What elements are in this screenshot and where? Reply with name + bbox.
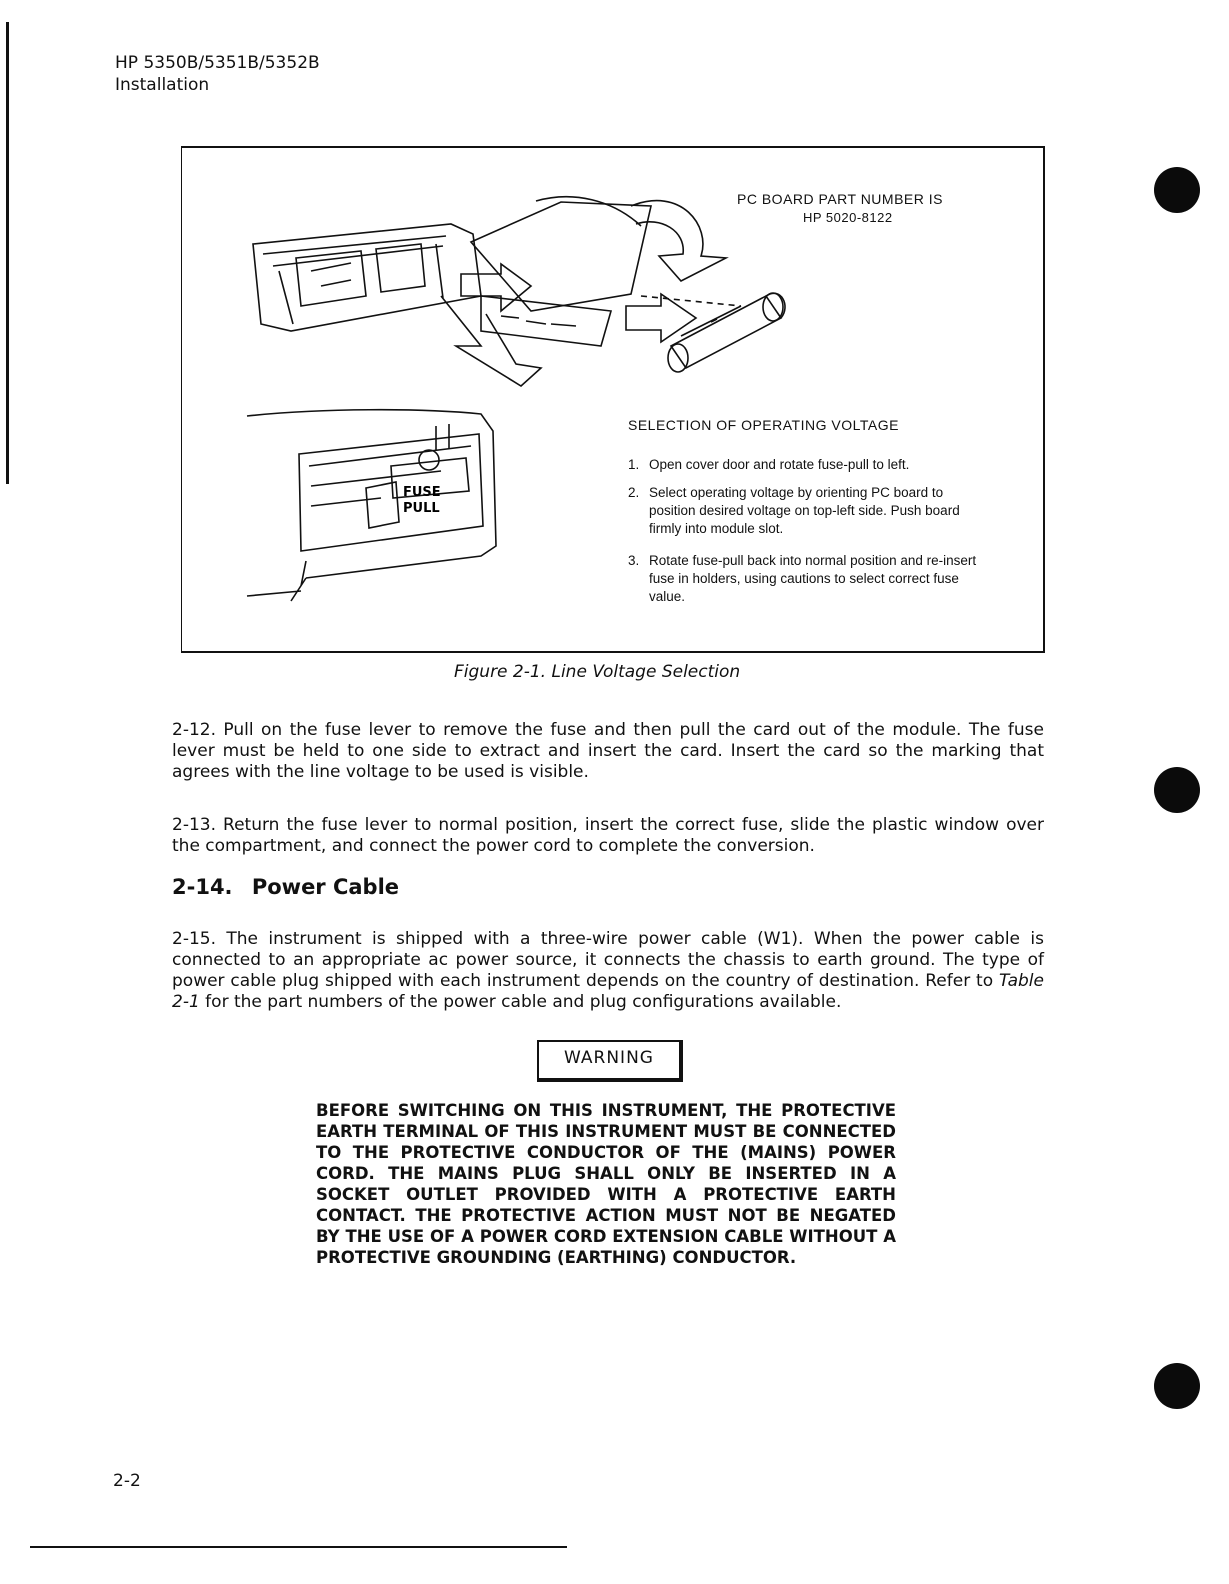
warning-label-box (537, 1040, 683, 1082)
section-heading (172, 875, 399, 899)
punch-hole-middle (1154, 767, 1200, 813)
header-section: Installation (115, 75, 210, 95)
step-2-text: Select operating voltage by orienting PC board to position desired voltage on top-left side. Push board firmly into module slot. (649, 485, 960, 536)
warning-text: BEFORE SWITCHING ON THIS INSTRUMENT, THE PROTECTIVE EARTH TERMINAL OF THIS INSTRUMENT MUST BE CONNECTED TO THE PROTECTIVE CONDUCTOR OF THE (MAINS) POWER CORD. THE MAINS PLUG SHALL ONLY BE INSERTED IN A SOCKET OUTLET PROVIDED WITH A PROTECTIVE EARTH CONTACT. THE PROTECTIVE ACTION MUST NOT BE NEGATED BY THE USE OF A POWER CORD EXTENSION CABLE WITHOUT A PROTECTIVE GROUNDING (EARTHING) CONDUCTOR. (316, 1101, 896, 1267)
paragraph-2-12: 2-12. Pull on the fuse lever to remove the fuse and then pull the card out of the module. The fuse lever must be held to one side to extract and insert the card. Insert the card so the marking that agrees with the line voltage to be used is visible. (172, 720, 1044, 782)
step-2-number: 2. (628, 485, 640, 500)
table-2-1-reference: Table 2-1 (172, 971, 1044, 1012)
punch-hole-top (1154, 167, 1200, 213)
step-1-text: Open cover door and rotate fuse-pull to left. (649, 457, 910, 472)
fuse-label-2: PULL (403, 501, 440, 516)
warning-label: WARNING (564, 1048, 654, 1068)
step-3-text: Rotate fuse-pull back into normal position and re-insert fuse in holders, using cautions to select correct fuse value. (649, 553, 977, 604)
fuse-label-1: FUSE (403, 485, 441, 500)
pc-board-label: PC BOARD PART NUMBER IS (737, 191, 943, 207)
pc-board-number: HP 5020-8122 (803, 210, 893, 225)
step-2 (628, 484, 988, 538)
step-3 (628, 552, 988, 606)
section-heading-title: Power Cable (251, 875, 400, 899)
header-model: HP 5350B/5351B/5352B (115, 53, 320, 73)
punch-hole-bottom (1154, 1363, 1200, 1409)
figure-caption: Figure 2-1. Line Voltage Selection (454, 662, 741, 682)
selection-title: SELECTION OF OPERATING VOLTAGE (628, 417, 899, 433)
paragraph-2-15-end: for the part numbers of the power cable and plug configurations available. (199, 992, 842, 1012)
step-1-number: 1. (628, 457, 640, 472)
binding-edge-bar (6, 22, 9, 484)
step-3-number: 3. (628, 553, 640, 568)
footer-rule (30, 1546, 567, 1548)
fuse-pull-drawing (247, 410, 496, 601)
page-number: 2-2 (113, 1471, 141, 1491)
section-heading-number: 2-14. (172, 875, 233, 899)
step-1 (628, 456, 983, 474)
paragraph-2-15 (172, 929, 1044, 1013)
voltage-module-drawing (253, 197, 785, 386)
paragraph-2-15-text: 2-15. The instrument is shipped with a three-wire power cable (W1). When the power cable is connected to an appropriate ac power source, it connects the chassis to earth ground. The type of power cable plug shipped with each instrument depends on the country of destination. Refer to (172, 929, 1044, 991)
paragraph-2-13: 2-13. Return the fuse lever to normal position, insert the correct fuse, slide the plastic window over the compartment, and connect the power cord to complete the conversion. (172, 815, 1044, 856)
